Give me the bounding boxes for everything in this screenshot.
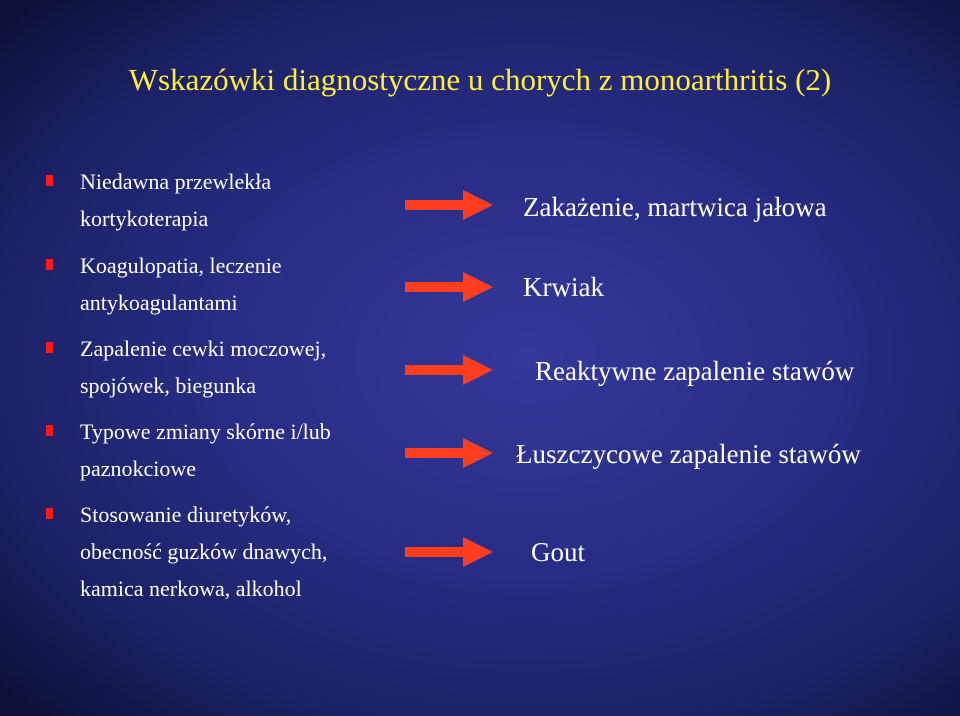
- bullet-text-line: kamica nerkowa, alkohol: [80, 576, 302, 601]
- result-gout: Gout: [531, 537, 585, 567]
- bullet-item-diuretics: [80, 496, 400, 607]
- bullet-item-skin-changes: [80, 413, 400, 487]
- result-psoriatic-arthritis: Łuszczycowe zapalenie stawów: [516, 439, 861, 469]
- bullet-text-line: Koagulopatia, leczenie: [80, 253, 282, 278]
- arrow-right-icon: [405, 537, 493, 567]
- bullet-text-line: Niedawna przewlekła: [80, 169, 272, 194]
- arrow-right-icon: [405, 272, 493, 302]
- bullet-item-recent-corticotherapy: [80, 163, 400, 237]
- bullet-marker-icon: [46, 175, 53, 186]
- arrow-right-icon: [405, 438, 493, 468]
- result-reactive-arthritis: Reaktywne zapalenie stawów: [535, 356, 855, 386]
- bullet-item-urethritis: [80, 330, 400, 404]
- result-hematoma: Krwiak: [523, 272, 604, 302]
- bullet-text-line: obecność guzków dnawych,: [80, 539, 328, 564]
- bullet-marker-icon: [46, 508, 53, 519]
- bullet-text-line: antykoagulantami: [80, 290, 238, 315]
- slide-title: Wskazówki diagnostyczne u chorych z monoarthritis (2): [128, 62, 832, 97]
- bullet-text-line: Zapalenie cewki moczowej,: [80, 336, 327, 361]
- bullet-text-line: spojówek, biegunka: [80, 373, 256, 398]
- bullet-marker-icon: [46, 425, 53, 436]
- bullet-text-line: Stosowanie diuretyków,: [80, 502, 292, 527]
- bullet-text-line: Typowe zmiany skórne i/lub: [80, 419, 331, 444]
- bullet-text-line: paznokciowe: [80, 456, 197, 481]
- arrow-right-icon: [405, 355, 493, 385]
- bullet-item-coagulopathy: [80, 247, 400, 321]
- bullet-marker-icon: [46, 259, 53, 270]
- result-infection: Zakażenie, martwica jałowa: [523, 192, 827, 222]
- bullet-text-line: kortykoterapia: [80, 206, 209, 231]
- bullet-marker-icon: [46, 342, 53, 353]
- arrow-right-icon: [405, 190, 493, 220]
